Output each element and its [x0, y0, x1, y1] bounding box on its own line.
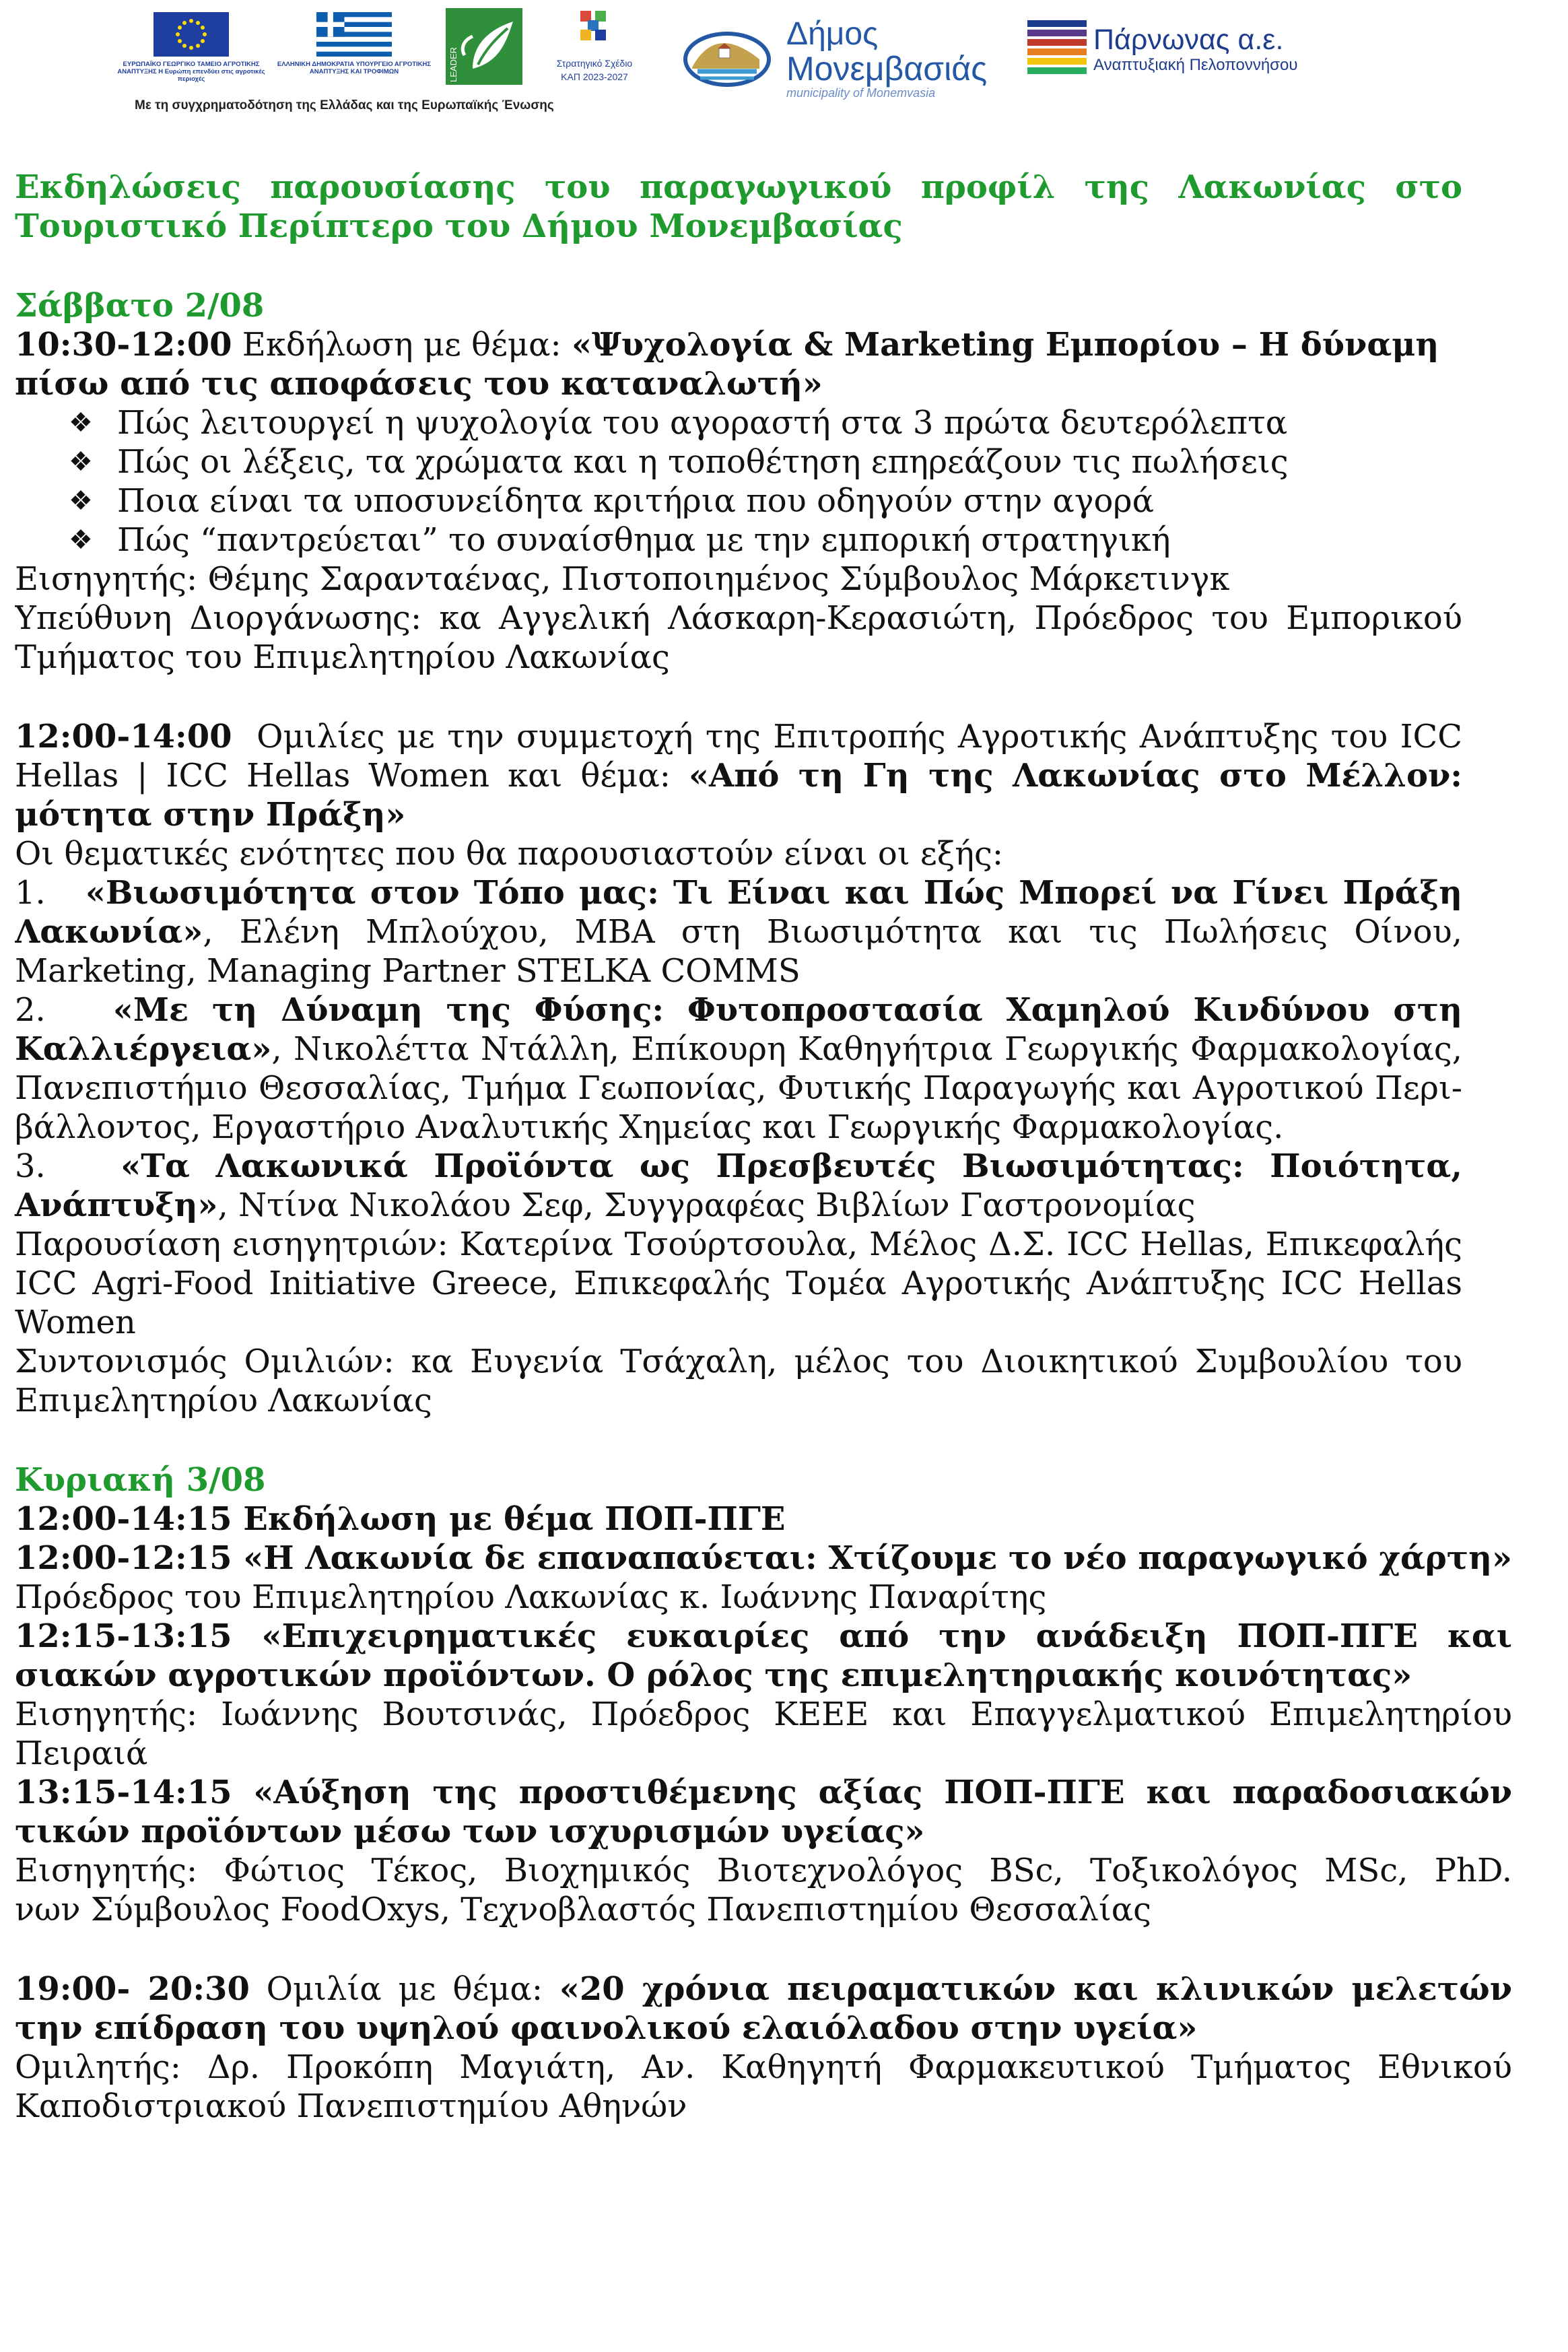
sunday-talk-c-line-1: 13:15-14:15 «Αύξηση της προστιθέμενης αξίας ΠΟΠ-ΠΓΕ και παραδοσιακών [15, 1774, 1512, 1811]
title-word: στο [1395, 168, 1462, 206]
eu-stars-icon [154, 12, 229, 57]
title-word: της [1084, 168, 1150, 206]
session-2-themes-intro: Οι θεματικές ενότητες που θα παρουσιαστούν είναι οι εξής: [15, 835, 1004, 873]
session-1-intro: Εκδήλωση με θέμα: [232, 326, 572, 364]
sunday-heading: Κυριακή 3/08 [15, 1461, 266, 1499]
greek-flag-icon [316, 12, 392, 57]
session-1-organizer: Υπεύθυνη Διοργάνωσης: κα Αγγελική Λάσκαρη-Κερασιώτη, Πρόεδρος του Εμπορικού [15, 599, 1462, 637]
eu-flag-logo [154, 12, 229, 57]
theme-1-speaker: , Ελένη Μπλούχου, MBA στη Βιωσιμότητα και τις Πωλήσεις Οίνου, [203, 913, 1462, 951]
cap-line1: Στρατηγικό Σχέδιο [556, 58, 633, 69]
session-2-line-1 [15, 717, 1462, 756]
session-2-intro-cont: Hellas | ICC Hellas Women και θέμα: [15, 757, 689, 795]
sunday-talk-b-line-2: σιακών αγροτικών προϊόντων. Ο ρόλος της επιμελητηριακής κοινότητας» [15, 1656, 1412, 1694]
theme-3-number: 3. [15, 1147, 46, 1185]
monemvasia-wordmark [786, 18, 1002, 100]
title-word: παρουσίασης [270, 168, 516, 206]
cofinancing-note: Με τη συγχρηματοδότηση της Ελλάδας και της Ευρωπαϊκής Ένωσης [135, 98, 554, 112]
sunday-talk-b-speaker-line-2: Πειραιά [15, 1735, 148, 1772]
sunday-talk-b-line-1: 12:15-13:15 «Επιχειρηματικές ευκαιρίες από την ανάδειξη ΠΟΠ-ΠΓΕ και [15, 1617, 1512, 1655]
theme-1-number: 1. [15, 874, 46, 912]
diamond-bullet-icon: ❖ [69, 525, 93, 556]
sunday-talk-c-speaker-line-2: νων Σύμβουλος FoodOxys, Τεχνοβλαστός Πανεπιστημίου Θεσσαλίας [15, 1891, 1152, 1928]
monemvasia-line1: Δήμος [786, 16, 879, 52]
saturday-heading: Σάββατο 2/08 [15, 287, 265, 325]
parnonas-stripes-icon [1027, 20, 1087, 81]
theme-2-title: «Με τη Δύναμη της Φύσης: Φυτοπροστασία Χαμηλού Κινδύνου στη [112, 991, 1462, 1029]
theme-1-line-2 [15, 912, 1462, 951]
session-2-intro: Ομιλίες με την συμμετοχή της Επιτροπής Αγροτικής Ανάπτυξης του ICC [257, 718, 1462, 755]
session-2-topic: «Από τη Γη της Λακωνίας στο Μέλλον: [689, 757, 1462, 795]
session-2-topic-line-2: μότητα στην Πράξη» [15, 796, 406, 834]
cap-flower-icon [545, 7, 644, 54]
bullet-text: Πώς “παντρεύεται” το συναίσθημα με την εμπορική στρατηγική [117, 521, 1171, 559]
session-1-organizer-line-2: Τμήματος του Επιμελητηρίου Λακωνίας [15, 638, 670, 676]
theme-3-line-1 [15, 1147, 1462, 1186]
parnonas-line1: Πάρνωνας α.ε. [1093, 24, 1284, 56]
monemvasia-emblem [680, 20, 774, 88]
theme-1-line-3: Marketing, Managing Partner STELKA COMMS [15, 952, 800, 990]
title-line-1 [15, 168, 1462, 207]
theme-1-title-cont: Λακωνία» [15, 913, 203, 951]
evening-talk-line-1 [15, 1970, 1512, 2009]
evening-talk-topic: «20 χρόνια πειραματικών και κλινικών μελετών [559, 1970, 1512, 2008]
session-1-topic: «Ψυχολογία & Marketing Εμπορίου – Η δύναμη [571, 326, 1439, 364]
leader-logo [446, 8, 522, 85]
evening-talk-time: 19:00- 20:30 [15, 1970, 250, 2008]
evening-talk-speaker-line-2: Καποδιστριακού Πανεπιστημίου Αθηνών [15, 2087, 687, 2125]
theme-2-line-1 [15, 990, 1462, 1030]
sunday-talk-c-speaker: Εισηγητής: Φώτιος Τέκος, Βιοχημικός Βιοτεχνολόγος BSc, Τοξικολόγος MSc, PhD. [15, 1852, 1512, 1889]
evening-talk-line-2: την επίδραση του υψηλού φαινολικού ελαιόλαδου στην υγεία» [15, 2009, 1198, 2047]
sunday-talk-a-speaker: Πρόεδρος του Επιμελητηρίου Λακωνίας κ. Ιωάννης Παναρίτης [15, 1578, 1047, 1616]
presentation-line-1: Παρουσίαση εισηγητριών: Κατερίνα Τσούρτσουλα, Μέλος Δ.Σ. ICC Hellas, Επικεφαλής [15, 1225, 1462, 1263]
theme-2-number: 2. [15, 991, 46, 1029]
bullet-text: Πώς λειτουργεί η ψυχολογία του αγοραστή στα 3 πρώτα δευτερόλεπτα [117, 404, 1288, 442]
theme-2-speaker: , Νικολέττα Ντάλλη, Επίκουρη Καθηγήτρια Γεωργικής Φαρμακολογίας, [271, 1030, 1462, 1068]
parnonas-wordmark [1093, 24, 1309, 75]
presentation-line-2: ICC Agri-Food Initiative Greece, Επικεφαλής Τομέα Αγροτικής Ανάπτυξης ICC Hellas [15, 1265, 1462, 1302]
sunday-main-event: 12:00-14:15 Εκδήλωση με θέμα ΠΟΠ-ΠΓΕ [15, 1500, 786, 1538]
session-2-time: 12:00-14:00 [15, 718, 232, 755]
bullet-text: Πώς οι λέξεις, τα χρώματα και η τοποθέτηση επηρεάζουν τις πωλήσεις [117, 443, 1289, 481]
theme-3-speaker: , Ντίνα Νικολάου Σεφ, Συγγραφέας Βιβλίων Γαστρονομίας [217, 1186, 1196, 1224]
monemvasia-rock-icon [680, 20, 774, 88]
greek-flag-logo [316, 12, 392, 57]
theme-3-title: «Τα Λακωνικά Προϊόντα ως Πρεσβευτές Βιωσιμότητας: Ποιότητα, [121, 1147, 1462, 1185]
logo-bar [0, 0, 1568, 128]
diamond-bullet-icon: ❖ [69, 446, 93, 477]
title-line-2: Τουριστικό Περίπτερο του Δήμου Μονεμβασίας [15, 207, 903, 245]
eu-caption: ΕΥΡΩΠΑΪΚΟ ΓΕΩΡΓΙΚΟ ΤΑΜΕΙΟ ΑΓΡΟΤΙΚΗΣ ΑΝΑΠΤΥΞΗΣ Η Ευρώπη επενδύει στις αγροτικές περιοχές [117, 61, 265, 83]
evening-talk-speaker: Ομιλητής: Δρ. Προκόπη Μαγιάτη, Αν. Καθηγητή Φαρμακευτικού Τμήματος Εθνικού [15, 2048, 1512, 2086]
title-word: Εκδηλώσεις [15, 168, 241, 206]
theme-2-line-3: Πανεπιστήμιο Θεσσαλίας, Τμήμα Γεωπονίας, Φυτικής Παραγωγής και Αγροτικού Περι- [15, 1069, 1462, 1107]
theme-1-line-1 [15, 873, 1462, 912]
session-1-topic-line-2: πίσω από τις αποφάσεις του καταναλωτή» [15, 365, 823, 403]
title-word: του [544, 168, 611, 206]
diamond-bullet-icon: ❖ [69, 485, 93, 516]
theme-3-title-cont: Ανάπτυξη» [15, 1186, 218, 1224]
theme-1-title: «Βιωσιμότητα στον Τόπο μας: Τι Είναι και Πώς Μπορεί να Γίνει Πράξη [85, 874, 1462, 912]
bullet-text: Ποια είναι τα υποσυνείδητα κριτήρια που οδηγούν στην αγορά [117, 482, 1155, 520]
session-2-line-2 [15, 756, 1462, 795]
theme-3-line-2 [15, 1186, 1195, 1225]
parnonas-line2: Αναπτυξιακή Πελοποννήσου [1093, 56, 1298, 74]
coordination-line-2: Επιμελητηρίου Λακωνίας [15, 1382, 432, 1419]
theme-2-line-4: βάλλοντος, Εργαστήριο Αναλυτικής Χημείας και Γεωργικής Φαρμακολογίας. [15, 1108, 1284, 1146]
theme-2-line-2 [15, 1030, 1462, 1069]
session-1-time: 10:30-12:00 [15, 326, 232, 364]
cap-strategic-plan-logo [545, 7, 644, 84]
title-word: προφίλ [920, 168, 1056, 206]
session-1-speaker: Εισηγητής: Θέμης Σαρανταένας, Πιστοποιημένος Σύμβουλος Μάρκετινγκ [15, 560, 1230, 598]
parnonas-emblem [1027, 20, 1087, 81]
theme-2-title-cont: Καλλιέργεια» [15, 1030, 272, 1068]
presentation-line-3: Women [15, 1304, 136, 1341]
coordination-line-1: Συντονισμός Ομιλιών: κα Ευγενία Τσάχαλη, μέλος του Διοικητικού Συμβουλίου του [15, 1343, 1462, 1380]
diamond-bullet-icon: ❖ [69, 407, 93, 438]
sunday-talk-c-line-2: τικών προϊόντων μέσω των ισχυρισμών υγείας» [15, 1813, 925, 1850]
title-word: Λακωνίας [1178, 168, 1366, 206]
session-1-line-1 [15, 325, 1439, 364]
monemvasia-line3: municipality of Monemvasia [786, 86, 936, 100]
leader-label: LEADER [448, 46, 458, 82]
greek-ministry-caption: ΕΛΛΗΝΙΚΗ ΔΗΜΟΚΡΑΤΙΑ ΥΠΟΥΡΓΕΙΟ ΑΓΡΟΤΙΚΗΣ ΑΝΑΠΤΥΞΗΣ ΚΑΙ ΤΡΟΦΙΜΩΝ [277, 61, 432, 75]
cap-line2: ΚΑΠ 2023-2027 [561, 71, 628, 82]
sunday-talk-a: 12:00-12:15 «Η Λακωνία δε επαναπαύεται: Χτίζουμε το νέο παραγωγικό χάρτη» [15, 1539, 1512, 1577]
sunday-talk-b-speaker: Εισηγητής: Ιωάννης Βουτσινάς, Πρόεδρος ΚΕΕΕ και Επαγγελματικού Επιμελητηρίου [15, 1695, 1512, 1733]
evening-talk-intro: Ομιλία με θέμα: [249, 1970, 559, 2008]
monemvasia-line2: Μονεμβασιάς [786, 50, 988, 88]
title-word: παραγωγικού [639, 168, 892, 206]
